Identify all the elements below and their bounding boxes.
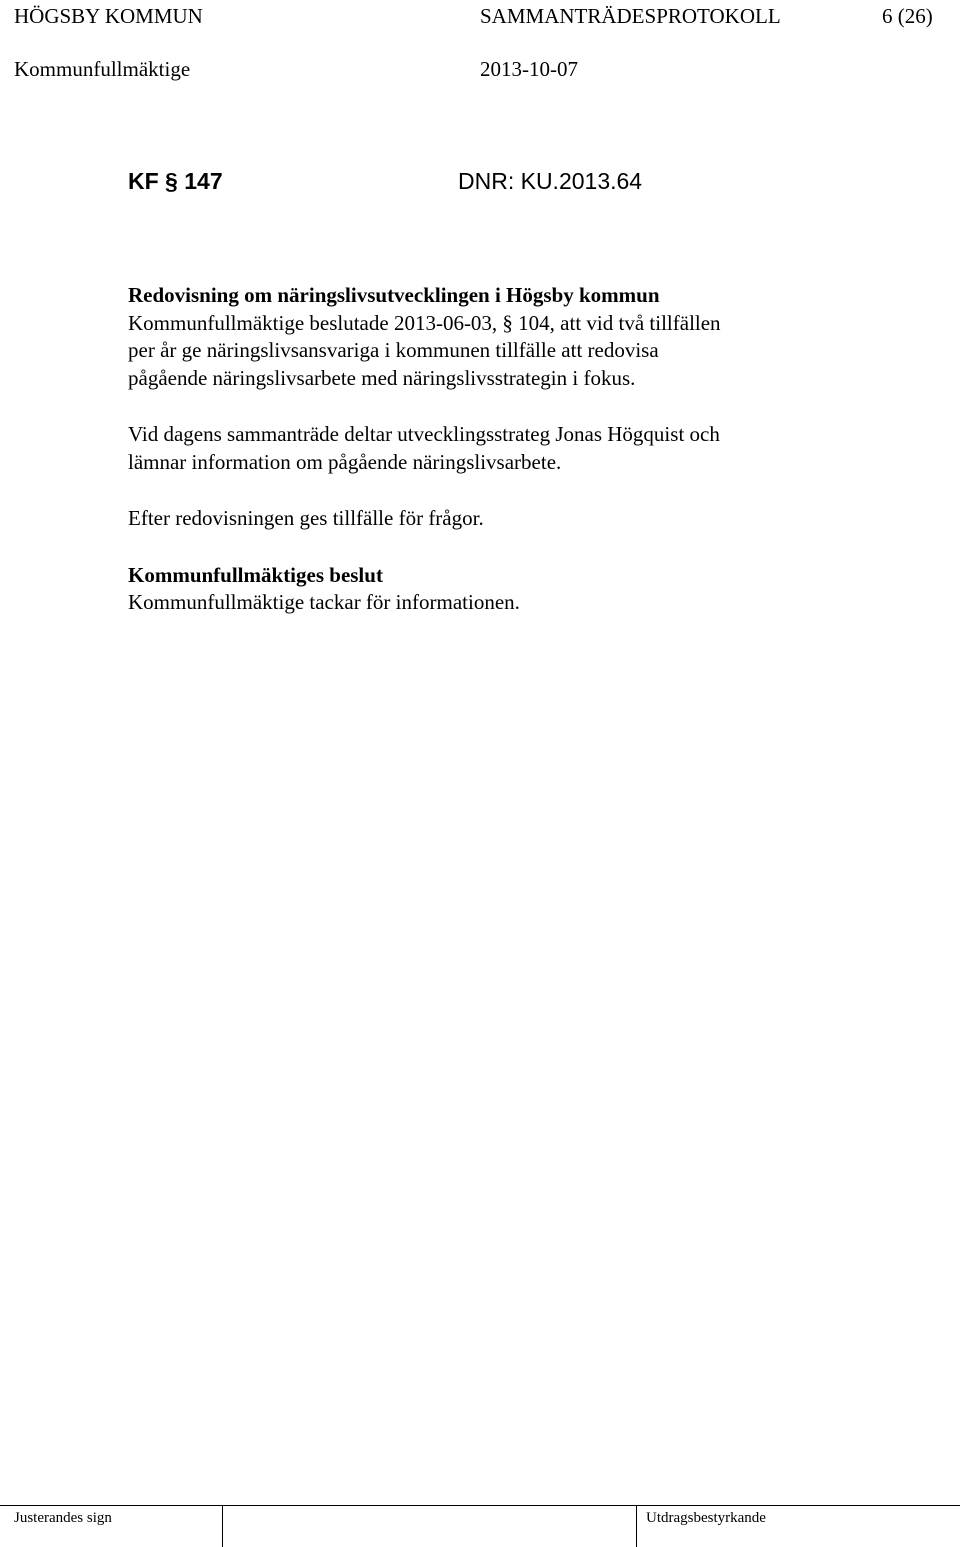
footer-rule: [0, 1505, 960, 1506]
signature-field-label: Justerandes sign: [14, 1510, 112, 1526]
paragraph-1-line: Kommunfullmäktige beslutade 2013-06-03, § 104, att vid två tillfällen: [128, 310, 721, 335]
municipality-name: HÖGSBY KOMMUN: [14, 4, 203, 28]
paragraph-number: KF § 147: [128, 168, 223, 194]
decision-text: Kommunfullmäktige tackar för informationen.: [128, 590, 520, 614]
paragraph-gap: [128, 533, 938, 562]
diary-number: DNR: KU.2013.64: [458, 168, 643, 194]
paragraph-1-line: pågående näringslivsarbete med näringslivsstrategin i fokus.: [128, 365, 636, 390]
certification-field-label: Utdragsbestyrkande: [646, 1510, 766, 1526]
document-body: [128, 282, 938, 617]
item-heading: Redovisning om näringslivsutvecklingen i Högsby kommun: [128, 283, 660, 307]
paragraph-1-line: per år ge näringslivsansvariga i kommunen tillfälle att redovisa: [128, 338, 659, 362]
paragraph-gap: [128, 392, 938, 421]
page-indicator: 6 (26): [882, 4, 933, 28]
paragraph-gap: [128, 476, 938, 505]
meeting-date: 2013-10-07: [480, 57, 578, 81]
decision-body: Kommunfullmäktige: [14, 57, 191, 81]
paragraph-2-line: Vid dagens sammanträde deltar utvecklingsstrateg Jonas Högquist och: [128, 422, 720, 446]
paragraph-3: Efter redovisningen ges tillfälle för frågor.: [128, 506, 484, 530]
footer-divider: [222, 1505, 223, 1547]
protocol-title: SAMMANTRÄDESPROTOKOLL: [480, 4, 781, 28]
decision-heading: Kommunfullmäktiges beslut: [128, 562, 383, 587]
paragraph-2-line: lämnar information om pågående näringslivsarbete.: [128, 449, 562, 474]
footer-divider: [636, 1505, 637, 1547]
